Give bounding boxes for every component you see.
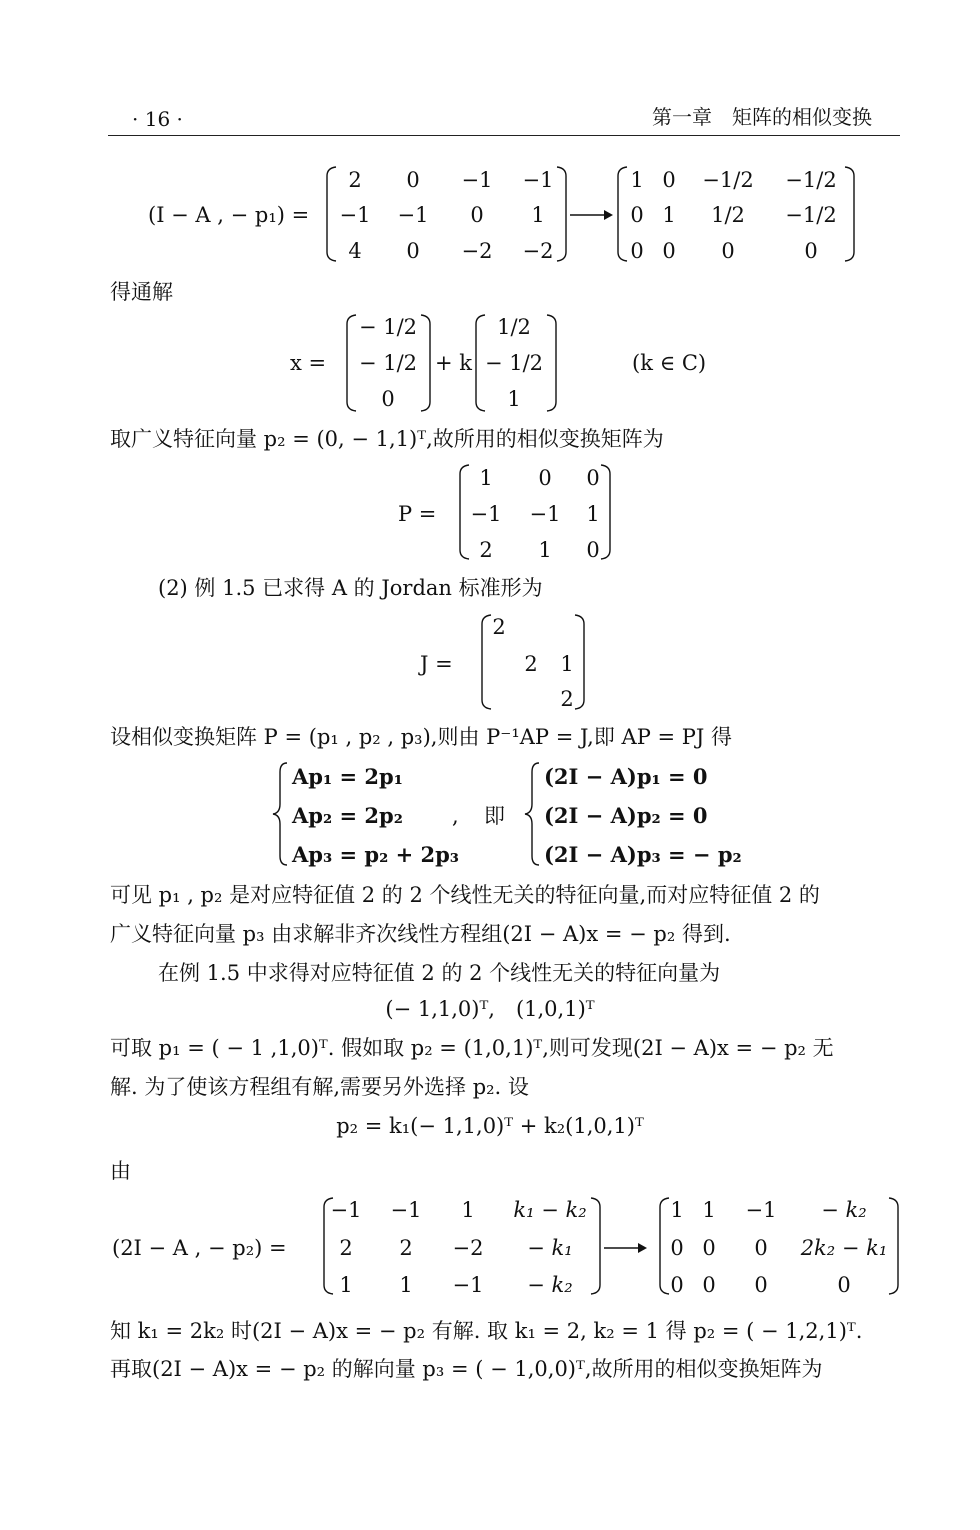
matrix-cell: 1 xyxy=(560,652,574,676)
left-curly-brace xyxy=(272,762,288,866)
matrix-cell: 0 xyxy=(630,239,644,263)
matrix-cell: 0 xyxy=(754,1236,768,1260)
text-part-2: (2) 例 1.5 已求得 A 的 Jordan 标准形为 xyxy=(158,576,543,600)
system-left-line: Ap₁ = 2p₁ xyxy=(292,764,403,789)
page-number: · 16 · xyxy=(132,107,183,131)
matrix-cell: 0 xyxy=(406,168,420,192)
matrix-cell: 2 xyxy=(560,687,574,711)
matrix-cell: 1 xyxy=(479,466,493,490)
system-right-line: (2I − A)p₁ = 0 xyxy=(544,764,708,789)
matrix-cell: 0 xyxy=(804,239,818,263)
chapter-title: 第一章 矩阵的相似变换 xyxy=(652,105,872,129)
vector-cell: 1 xyxy=(507,387,521,411)
system-left-line: Ap₃ = p₂ + 2p₃ xyxy=(292,842,459,867)
matrix-cell: −1 xyxy=(330,1198,362,1222)
system-comma: , xyxy=(452,804,459,828)
paragraph-line: 可取 p₁ = ( − 1 ,1,0)ᵀ. 假如取 p₂ = (1,0,1)ᵀ,则可发现(2I − A)x = − p₂ 无 xyxy=(110,1036,834,1060)
matrix-cell: −2 xyxy=(452,1236,484,1260)
matrix-cell: −1 xyxy=(461,168,493,192)
matrix-cell: −1 xyxy=(745,1198,777,1222)
matrix-cell: 2 xyxy=(479,538,493,562)
matrix-cell: 0 xyxy=(702,1273,716,1297)
paragraph-line: 在例 1.5 中求得对应特征值 2 的 2 个线性无关的特征向量为 xyxy=(158,961,721,985)
matrix-cell: 0 xyxy=(670,1273,684,1297)
matrix-cell: −1 xyxy=(339,203,371,227)
right-brace xyxy=(574,614,586,710)
eq4-lhs: J = xyxy=(420,652,453,676)
matrix-cell: − k₁ xyxy=(527,1236,573,1260)
matrix-cell: 2 xyxy=(492,615,506,639)
matrix-cell: 1 xyxy=(538,538,552,562)
right-brace xyxy=(600,464,612,560)
matrix-cell: −1 xyxy=(397,203,429,227)
vector-cell: − 1/2 xyxy=(358,315,418,339)
matrix-cell: 0 xyxy=(662,168,676,192)
left-curly-brace xyxy=(524,762,540,866)
matrix-cell: 0 xyxy=(721,239,735,263)
matrix-cell: 2 xyxy=(399,1236,413,1260)
long-right-arrow-icon xyxy=(604,1241,648,1255)
matrix-cell: −1 xyxy=(522,168,554,192)
matrix-cell: 0 xyxy=(630,203,644,227)
matrix-cell: 1 xyxy=(670,1198,684,1222)
matrix-cell: 2 xyxy=(348,168,362,192)
p2-combination-line: p₂ = k₁(− 1,1,0)ᵀ + k₂(1,0,1)ᵀ xyxy=(336,1114,644,1138)
vector-cell: − 1/2 xyxy=(484,351,544,375)
eigenvectors-line: (− 1,1,0)ᵀ, (1,0,1)ᵀ xyxy=(385,997,595,1021)
matrix-cell: 1 xyxy=(662,203,676,227)
right-brace xyxy=(420,314,432,412)
matrix-cell: 1/2 xyxy=(711,203,745,227)
matrix-cell: 0 xyxy=(702,1236,716,1260)
matrix-cell: 0 xyxy=(406,239,420,263)
right-brace xyxy=(556,166,568,262)
matrix-cell: 0 xyxy=(538,466,552,490)
long-right-arrow-icon xyxy=(570,208,614,222)
matrix-cell: −1 xyxy=(390,1198,422,1222)
paragraph-line: 知 k₁ = 2k₂ 时(2I − A)x = − p₂ 有解. 取 k₁ = 2, k₂ = 1 得 p₂ = ( − 1,2,1)ᵀ. xyxy=(110,1319,863,1343)
eq2-condition: (k ∈ C) xyxy=(632,351,707,375)
right-brace xyxy=(590,1197,602,1295)
matrix-cell: 0 xyxy=(837,1273,851,1297)
vector-cell: 0 xyxy=(381,387,395,411)
vector-cell: 1/2 xyxy=(497,315,531,339)
eq2-lhs: x = xyxy=(290,351,327,375)
matrix-cell: 1 xyxy=(630,168,644,192)
system-left-line: Ap₂ = 2p₂ xyxy=(292,803,403,828)
matrix-cell: − k₂ xyxy=(527,1273,573,1297)
matrix-cell: 2 xyxy=(339,1236,353,1260)
matrix-cell: −1 xyxy=(470,502,502,526)
matrix-cell: 1 xyxy=(531,203,545,227)
matrix-cell: 1 xyxy=(702,1198,716,1222)
matrix-cell: 1 xyxy=(399,1273,413,1297)
matrix-cell: 0 xyxy=(470,203,484,227)
matrix-cell: − k₂ xyxy=(821,1198,867,1222)
right-brace xyxy=(888,1197,900,1295)
text-you: 由 xyxy=(110,1159,131,1183)
matrix-cell: k₁ − k₂ xyxy=(513,1198,587,1222)
text-take-p2: 取广义特征向量 p₂ = (0, − 1,1)ᵀ,故所用的相似变换矩阵为 xyxy=(110,427,664,451)
eq3-lhs: P = xyxy=(398,502,437,526)
paragraph-line: 解. 为了使该方程组有解,需要另外选择 p₂. 设 xyxy=(110,1075,529,1099)
vector-cell: − 1/2 xyxy=(358,351,418,375)
system-ji: 即 xyxy=(484,804,505,828)
system-right-line: (2I − A)p₂ = 0 xyxy=(544,803,708,828)
matrix-cell: −1/2 xyxy=(785,168,837,192)
text-set-P: 设相似变换矩阵 P = (p₁ , p₂ , p₃),则由 P⁻¹AP = J,即 AP = PJ 得 xyxy=(110,725,733,749)
matrix-cell: 1 xyxy=(461,1198,475,1222)
matrix-cell: −1 xyxy=(452,1273,484,1297)
matrix-cell: −1/2 xyxy=(785,203,837,227)
paragraph-line: 广义特征向量 p₃ 由求解非齐次线性方程组(2I − A)x = − p₂ 得到. xyxy=(110,922,731,946)
matrix-cell: −2 xyxy=(461,239,493,263)
system-right-line: (2I − A)p₃ = − p₂ xyxy=(544,842,742,867)
matrix-cell: −2 xyxy=(522,239,554,263)
eq1-lhs: (I − A , − p₁) = xyxy=(148,203,310,227)
matrix-cell: −1 xyxy=(529,502,561,526)
matrix-cell: 0 xyxy=(662,239,676,263)
text-general-solution: 得通解 xyxy=(110,280,173,304)
matrix-cell: 2 xyxy=(524,652,538,676)
matrix-cell: 0 xyxy=(586,538,600,562)
matrix-cell: 1 xyxy=(339,1273,353,1297)
matrix-cell: −1/2 xyxy=(702,168,754,192)
right-brace xyxy=(844,166,856,262)
matrix-cell: 0 xyxy=(754,1273,768,1297)
plus-k: + k xyxy=(435,351,472,375)
matrix-cell: 2k₂ − k₁ xyxy=(800,1236,888,1260)
matrix-cell: 4 xyxy=(348,239,362,263)
matrix-cell: 0 xyxy=(586,466,600,490)
paragraph-line: 再取(2I − A)x = − p₂ 的解向量 p₃ = ( − 1,0,0)ᵀ,故所用的相似变换矩阵为 xyxy=(110,1357,823,1381)
header-rule xyxy=(108,135,900,136)
matrix-cell: 0 xyxy=(670,1236,684,1260)
matrix-cell: 1 xyxy=(586,502,600,526)
eq8-lhs: (2I − A , − p₂) = xyxy=(112,1236,287,1260)
right-brace xyxy=(546,314,558,412)
paragraph-line: 可见 p₁ , p₂ 是对应特征值 2 的 2 个线性无关的特征向量,而对应特征值 2 的 xyxy=(110,883,820,907)
